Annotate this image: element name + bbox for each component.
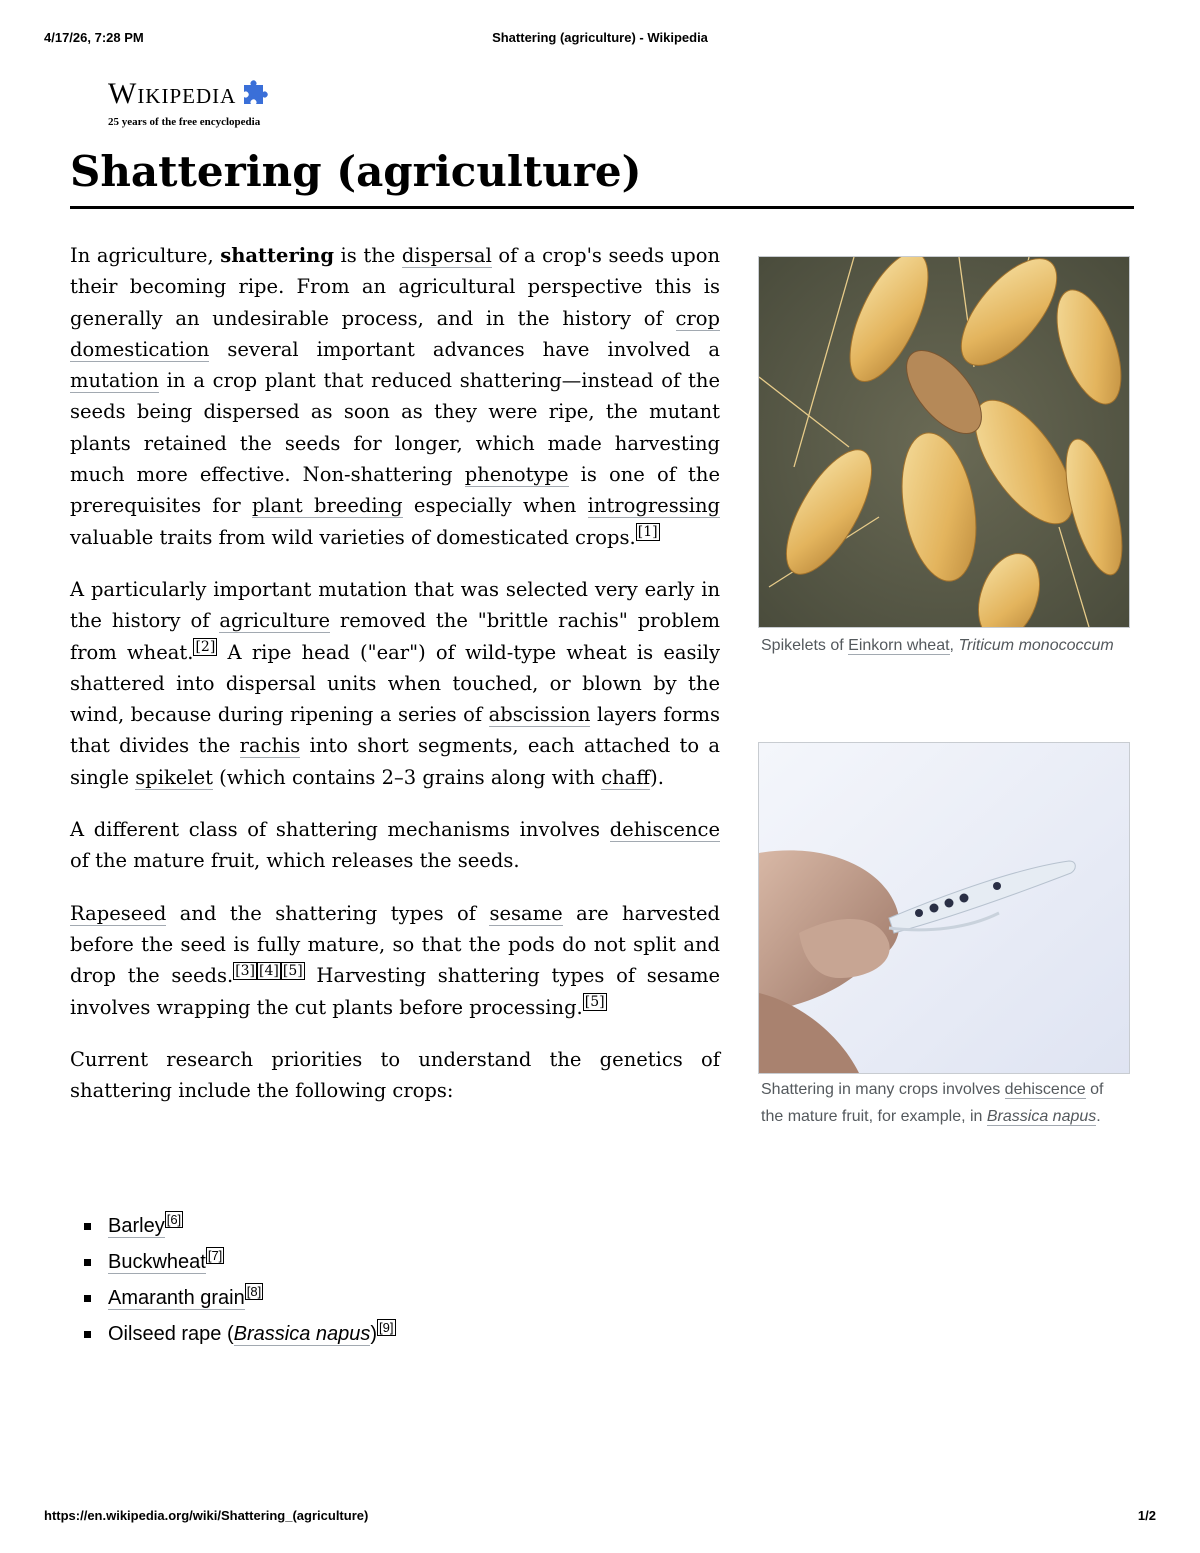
species-name: Triticum monococcum [958,637,1114,654]
link-chaff[interactable]: chaff [601,765,651,789]
text: several important advances have involved a [209,337,720,361]
text: of the mature fruit, for example, in [761,1081,1104,1125]
link-einkorn-wheat[interactable]: Einkorn wheat [848,637,950,654]
print-datetime: 4/17/26, 7:28 PM [44,30,144,45]
text: are harvested before the seed is fully mature, so that the pods do not split and drop the seeds. [70,901,720,988]
citation-8[interactable]: [8] [246,1284,262,1300]
link-spikelet[interactable]: spikelet [135,765,213,789]
text: A ripe head ("ear") of wild-type wheat is easily shattered into dispersal units when touched, or blown by the wind, because during ripening a series of [70,640,721,727]
link-mutation[interactable]: mutation [70,369,159,393]
text: Shattering in many crops involves [761,1081,1005,1098]
page-title: Shattering (agriculture) [70,147,642,196]
citation-2[interactable]: [2] [195,639,216,656]
wikipedia-wordmark: Wikipedia [108,77,237,110]
article-body [70,240,720,1127]
text: Harvesting shattering types of sesame involves wrapping the cut plants before processing. [70,964,720,1019]
citation-9[interactable]: [9] [379,1320,394,1336]
bold-term: shattering [220,244,334,267]
link-abscission[interactable]: abscission [488,703,591,727]
text: into short segments, each attached to a single [70,734,720,789]
text: of the mature fruit, which releases the seeds. [70,849,520,873]
list-item [80,1316,396,1352]
citation-3[interactable]: [3] [235,962,256,979]
citation-6[interactable]: [6] [166,1212,182,1228]
print-footer [44,1508,1156,1528]
link-buckwheat[interactable]: Buckwheat [108,1251,206,1273]
link-rachis[interactable]: rachis [239,734,301,758]
text: In agriculture, [70,244,221,267]
text: in a crop plant that reduced shattering—instead of the seeds being dispersed as soon as they were ripe, the mutant plants retained the seeds for longer, which made harvesting much more effective. Non-shattering [70,369,720,487]
figure-caption-dehiscence [761,1076,1121,1130]
citation-7[interactable]: [7] [207,1248,223,1264]
paragraph-research-priorities: Current research priorities to understand the genetics of shattering include the following crops: [70,1047,720,1103]
puzzle-globe-icon [238,79,270,109]
page-number: 1/2 [1137,1508,1156,1523]
text: ) [370,1323,378,1345]
citation-5b[interactable]: [5] [584,994,605,1011]
text: Oilseed rape ( [108,1323,234,1345]
paragraph-dehiscence [70,814,720,877]
text: removed the "brittle rachis" problem from wheat. [70,609,720,664]
link-agriculture[interactable]: agriculture [219,609,330,633]
citation-1[interactable]: [1] [637,524,658,541]
text: A different class of shattering mechanisms involves [70,818,610,842]
print-page-title: Shattering (agriculture) - Wikipedia [492,30,708,45]
text: of a crop's seeds upon their becoming ripe. From an agricultural perspective this is generally an undesirable process, and in the history of [70,244,720,330]
crop-list [80,1208,396,1352]
page-url: https://en.wikipedia.org/wiki/Shattering_(agriculture) [44,1508,369,1523]
text: and the shattering types of [166,901,490,925]
wikipedia-logo[interactable] [108,76,270,128]
brassica-pod-image[interactable] [758,742,1130,1074]
list-item [80,1208,396,1244]
print-header [44,30,1156,50]
link-plant-breeding[interactable]: plant breeding [251,494,403,518]
link-dispersal[interactable]: dispersal [401,244,492,267]
link-barley[interactable]: Barley [108,1215,165,1237]
list-item [80,1244,396,1280]
link-brassica-napus-caption[interactable]: Brassica napus [986,1108,1097,1125]
text: layers forms that divides the [70,703,721,758]
citation-4[interactable]: [4] [259,962,279,979]
link-rapeseed[interactable]: Rapeseed [70,901,167,925]
paragraph-rapeseed-sesame [70,898,720,1023]
text: is one of the prerequisites for [70,463,720,518]
link-introgressing[interactable]: introgressing [587,494,720,518]
link-brassica-napus[interactable]: Brassica napus [233,1323,371,1345]
citation-5[interactable]: [5] [282,962,303,979]
text: (which contains 2–3 grains along with [212,765,602,789]
link-crop-domestication[interactable]: crop domestication [70,306,720,361]
text: A particularly important mutation that was selected very early in the history of [70,577,720,633]
link-amaranth-grain[interactable]: Amaranth grain [108,1287,245,1309]
title-divider [70,206,1134,209]
link-dehiscence[interactable]: dehiscence [609,818,720,842]
link-sesame[interactable]: sesame [489,901,563,925]
wikipedia-tagline: 25 years of the free encyclopedia [108,116,261,128]
list-item [80,1280,396,1316]
paragraph-intro [70,240,720,553]
text: ). [650,765,664,789]
paragraph-brittle-rachis [70,574,720,793]
text: is the [333,244,402,267]
link-dehiscence-caption[interactable]: dehiscence [1004,1081,1086,1098]
einkorn-spikelets-image[interactable] [758,256,1130,628]
text: Spikelets of [761,637,849,654]
figure-caption-einkorn [761,632,1121,659]
text: , [949,637,959,654]
link-phenotype[interactable]: phenotype [464,463,569,487]
text: especially when [402,494,588,518]
text: . [1096,1108,1101,1125]
text: valuable traits from wild varieties of domesticated crops. [70,525,636,549]
